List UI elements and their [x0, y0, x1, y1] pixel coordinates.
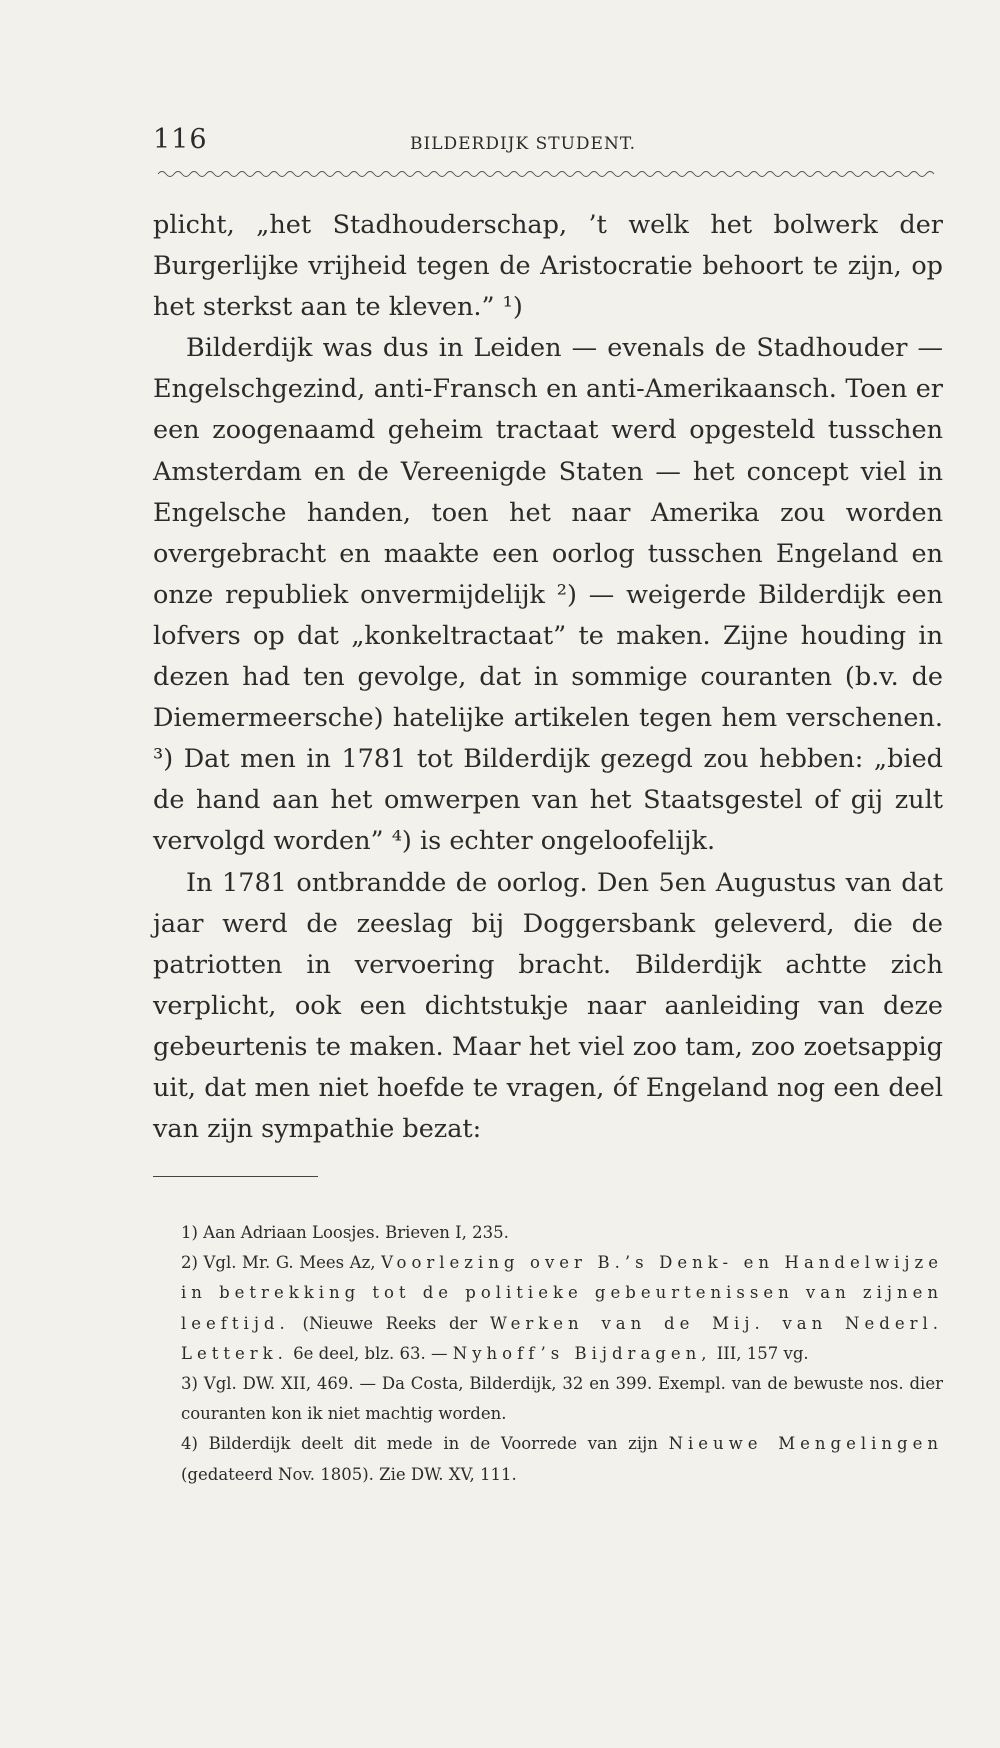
footnote-2-author: 2) Vgl. Mr. G. Mees Az, [181, 1253, 382, 1273]
footnote-4-text: 4) Bilderdijk deelt dit mede in de Voorrede van zijn [181, 1434, 669, 1454]
footnote-3: 3) Vgl. DW. XII, 469. — Da Costa, Bilderdijk, 32 en 399. Exempl. van de bewuste nos. dier couranten kon ik niet machtig worden. [181, 1374, 943, 1424]
paragraph: plicht, „het Stadhouderschap, ’t welk het bolwerk der Burgerlijke vrijheid tegen de Aristocratie behoort te zijn, op het sterkst aan te kleven.” ¹) [153, 210, 943, 323]
footnote-rule [153, 1176, 318, 1177]
footnote-2-volume: 6e deel, blz. 63. — [287, 1343, 453, 1363]
body-text [153, 205, 943, 1150]
ornament-rule [158, 168, 943, 182]
footnote-2-journal: Nyhoff’s Bijdragen, [452, 1343, 712, 1363]
page-number: 116 [153, 124, 208, 155]
footnote-4 [153, 1429, 943, 1489]
footnote-2 [153, 1248, 943, 1369]
paragraph: Bilderdijk was dus in Leiden — evenals de Stadhouder — Engelschgezind, anti-Fransch en anti-Amerikaansch. Toen er een zoogenaamd geheim tractaat werd opgesteld tusschen Amsterdam en de Vereenigde Staten — het concept viel in Engelsche handen, toen het naar Amerika zou worden overgebracht en maakte een oorlog tusschen Engeland en onze republiek onvermijdelijk ²) — weigerde Bilderdijk een lofvers op dat „konkeltractaat” te maken. Zijne houding in dezen had ten gevolge, dat in sommige couranten (b.v. de Diemermeersche) hatelijke artikelen tegen hem verschenen. ³) Dat men in 1781 tot Bilderdijk gezegd zou hebben: „bied de hand aan het omwerpen van het Staatsgestel of gij zult vervolgd worden” ⁴) is echter ongeloofelijk. [153, 333, 943, 857]
footnote-2-works: Werken van de Mij. van Nederl. Letterk. [181, 1313, 944, 1363]
footnotes [153, 1218, 943, 1490]
footnote-2-title: Voorlezing over B.’s Denk- en Handelwijze in betrekking tot de politieke gebeurtenissen van zijnen leeftijd. [181, 1253, 943, 1333]
footnote-1: 1) Aan Adriaan Loosjes. Brieven I, 235. [181, 1223, 509, 1242]
footnote-2-pages: III, 157 vg. [711, 1343, 809, 1363]
running-head [153, 124, 940, 164]
footnote-4-date: (gedateerd Nov. 1805). Zie DW. XV, 111. [181, 1464, 517, 1484]
paragraph: In 1781 ontbrandde de oorlog. Den 5en Augustus van dat jaar werd de zeeslag bij Doggersbank geleverd, die de patriotten in vervoering bracht. Bilderdijk achtte zich verplicht, ook een dichtstukje naar aanleiding van deze gebeurtenis te maken. Maar het viel zoo tam, zoo zoetsappig uit, dat men niet hoefde te vragen, óf Engeland nog een deel van zijn sympathie bezat: [153, 867, 943, 1145]
footnote-4-title: Nieuwe Mengelingen [668, 1434, 943, 1454]
running-title: BILDERDIJK STUDENT. [410, 134, 637, 154]
footnote-2-series: (Nieuwe Reeks der [289, 1313, 490, 1333]
